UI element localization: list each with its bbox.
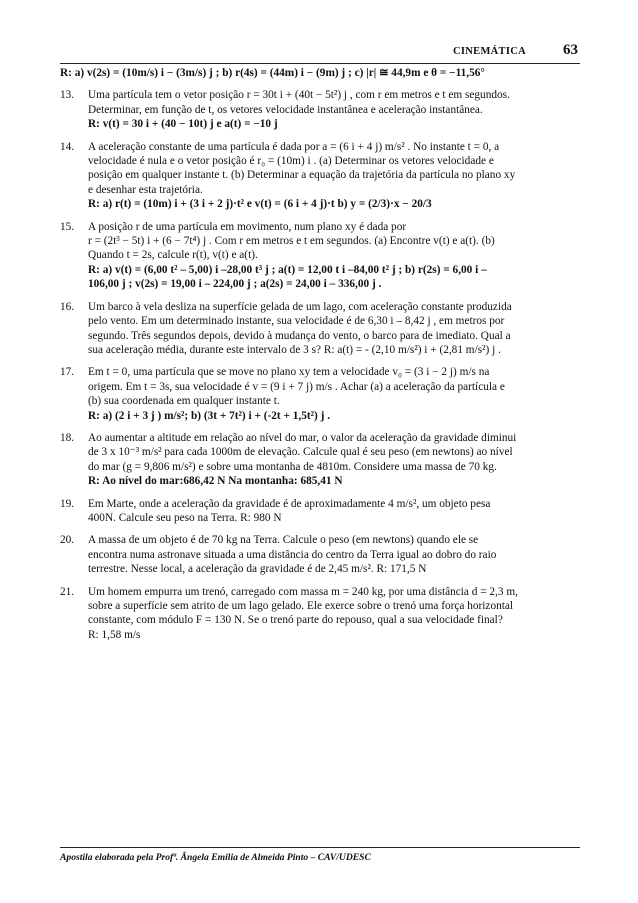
problem-text-line: Um homem empurra um trenó, carregado com massa m = 240 kg, por uma distância d = 2,3 m, (88, 585, 518, 598)
problem-20 (60, 533, 580, 576)
page-header (60, 42, 580, 64)
page-footer: Apostila elaborada pela Profª. Ângela Emilia de Almeida Pinto – CAV/UDESC (60, 847, 580, 863)
problem-number: 18. (60, 431, 75, 444)
problem-text-line: sua aceleração média, durante este intervalo de 3 s? R: a(t) = - (2,10 m/s²) i + (2,81 m/s²) j . (88, 343, 501, 356)
answer-line: R: Ao nível do mar:686,42 N Na montanha: 685,41 N (88, 475, 343, 488)
problem-text-line: Em t = 0, uma partícula que se move no plano xy tem a velocidade v₀ = (3 i − 2 j) m/s na (88, 366, 490, 379)
problem-text-line: R: 1,58 m/s (88, 628, 141, 641)
problem-text-line: de 3 x 10⁻³ m/s² para cada 1000m de elevação. Calcule qual é seu peso (em newtons) ao nível (88, 446, 513, 459)
problem-text-line: A posição r de uma partícula em movimento, num plano xy é dada por (88, 220, 407, 233)
header-rule (60, 63, 580, 64)
problem-number: 13. (60, 89, 75, 102)
problem-text-line: A massa de um objeto é de 70 kg na Terra. Calcule o peso (em newtons) quando ele se (88, 534, 479, 547)
problem-text-line: 400N. Calcule seu peso na Terra. R: 980 N (88, 511, 282, 524)
problem-text-line: segundo. Três segundos depois, devido à mudança do vento, o barco para de imediato. Qual a (88, 329, 511, 342)
problem-number: 17. (60, 366, 75, 379)
problem-text-line: terrestre. Nesse local, a aceleração da gravidade é de 2,45 m/s². R: 171,5 N (88, 563, 427, 576)
problem-text-line: sobre a superfície sem atrito de um lago gelado. Ele exerce sobre o trenó uma força horizontal (88, 600, 514, 612)
answer-line: R: a) r(t) = (10m) i + (3 i + 2 j)·t² e v(t) = (6 i + 4 j)·t b) y = (2/3)·x − 20/3 (88, 198, 432, 211)
answer-12: R: a) v(2s) = (10m/s) i − (3m/s) j ; b) r(4s) = (44m) i − (9m) j ; c) |r| ≅ 44,9m e θ = −11,56° (60, 67, 485, 79)
problem-17 (60, 365, 580, 423)
answer-line: R: v(t) = 30 i + (40 − 10t) j e a(t) = −10 j (88, 118, 278, 131)
page-content (60, 66, 580, 642)
problem-text-line: velocidade é nula e o vetor posição é r₀ = (10m) i . (a) Determinar os vetores velocidade e (88, 155, 494, 168)
answer-line: 106,00 j ; v(2s) = 19,00 i – 224,00 j ; a(2s) = 24,00 i – 336,00 j . (88, 278, 382, 291)
problem-text-line: Um barco à vela desliza na superfície gelada de um lago, com aceleração constante produzida (88, 300, 512, 313)
problem-text-line: pelo vento. Em um determinado instante, sua velocidade é de 6,30 i – 8,42 j , em metros por (88, 315, 505, 328)
problem-text-line: Quando t = 2s, calcule r(t), v(t) e a(t). (88, 249, 258, 262)
problem-text-line: (b) sua coordenada em qualquer instante t. (88, 395, 280, 408)
problem-number: 15. (60, 220, 75, 233)
problem-13 (60, 88, 580, 131)
problem-text-line: Determinar, em função de t, os vetores velocidade instantânea e aceleração instantânea. (88, 103, 483, 116)
problem-text-line: Ao aumentar a altitude em relação ao nível do mar, o valor da aceleração da gravidade diminui (88, 431, 517, 444)
problem-text-line: constante, com módulo F = 130 N. Se o trenó parte do repouso, qual a sua velocidade final? (88, 614, 503, 627)
problem-18 (60, 431, 580, 489)
section-title: CINEMÁTICA (452, 46, 526, 57)
answer-line: R: a) v(t) = (6,00 t² – 5,00) i –28,00 t³ j ; a(t) = 12,00 t i –84,00 t² j ; b) r(2s) = 6,00 i – (88, 263, 487, 276)
problem-16 (60, 300, 580, 358)
problem-number: 19. (60, 497, 75, 510)
problem-number: 21. (60, 585, 75, 598)
problem-text-line: A aceleração constante de uma partícula é dada por a = (6 i + 4 j) m/s² . No instante t = 0, a (88, 140, 500, 153)
problem-text-line: encontra numa astronave situada a uma distância do centro da Terra igual ao dobro do raio (88, 548, 497, 561)
problem-number: 16. (60, 300, 75, 313)
problem-text-line: do mar (g = 9,806 m/s²) e sobre uma montanha de 4810m. Considere uma massa de 70 kg. (88, 460, 497, 473)
problem-text-line: Uma partícula tem o vetor posição r = 30t i + (40t − 5t²) j , com r em metros e t em segundos. (88, 89, 510, 102)
problem-text-line: e desenhar esta trajetória. (88, 183, 203, 196)
problem-text-line: origem. Em t = 3s, sua velocidade é v = (9 i + 7 j) m/s . Achar (a) a aceleração da partícula e (88, 380, 505, 393)
answer-line: R: a) (2 i + 3 j ) m/s²; b) (3t + 7t²) i + (-2t + 1,5t²) j . (88, 409, 331, 422)
problem-text-line: Em Marte, onde a aceleração da gravidade é de aproximadamente 4 m/s², um objeto pesa (88, 497, 491, 510)
page-number: 63 (563, 42, 578, 58)
problem-number: 14. (60, 140, 75, 153)
problem-21 (60, 585, 580, 643)
problem-14 (60, 140, 580, 212)
problem-list (60, 88, 580, 642)
problem-number: 20. (60, 534, 75, 547)
problem-15 (60, 220, 580, 292)
problem-text-line: posição em qualquer instante t. (b) Determinar a equação da trajetória da partícula no plano xy (88, 169, 516, 182)
problem-19 (60, 497, 580, 526)
problem-text-line: r = (2t³ − 5t) i + (6 − 7t⁴) j . Com r em metros e t em segundos. (a) Encontre v(t) e a(t). (b) (88, 235, 495, 248)
